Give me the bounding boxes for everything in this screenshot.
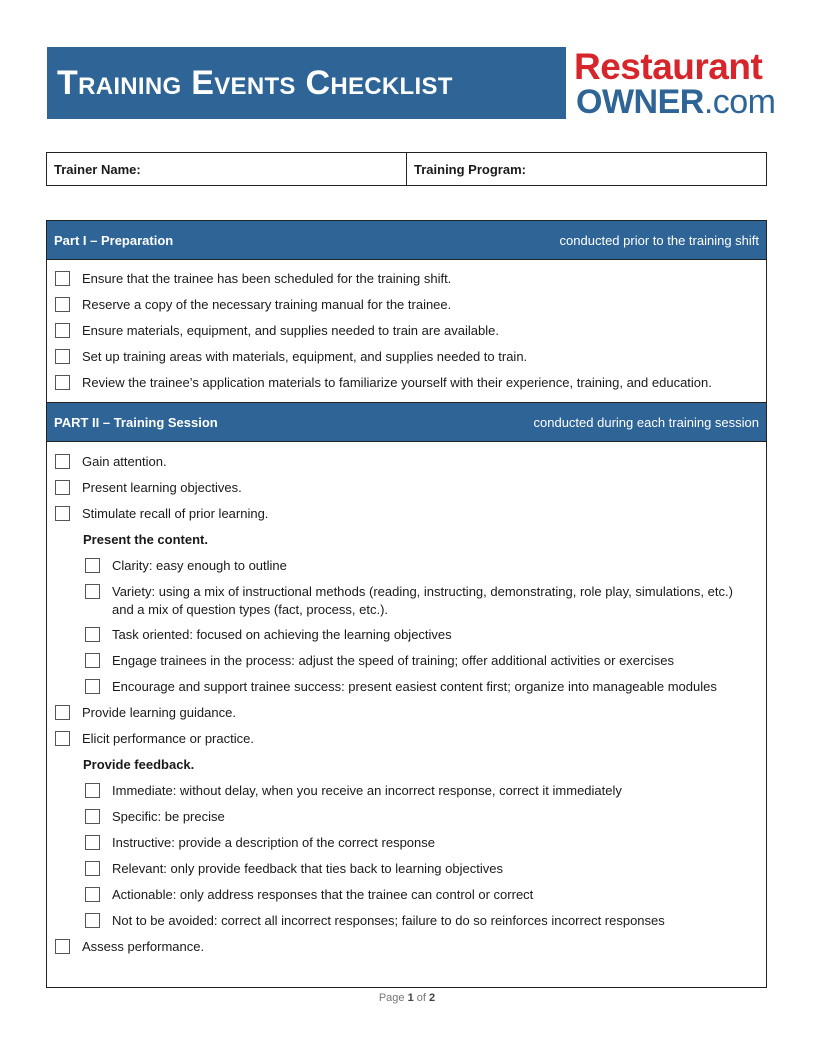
info-table [46, 152, 767, 186]
checkbox[interactable] [55, 705, 70, 720]
page-title: Training Events Checklist [57, 63, 453, 102]
provide-feedback-label: Provide feedback. [83, 757, 195, 772]
checkbox[interactable] [85, 835, 100, 850]
checkbox[interactable] [85, 809, 100, 824]
checkbox[interactable] [55, 480, 70, 495]
checkbox[interactable] [85, 913, 100, 928]
part1-title: Part I – Preparation [54, 232, 174, 248]
checkbox[interactable] [85, 653, 100, 668]
list-item: Reserve a copy of the necessary training manual for the trainee. [47, 296, 766, 322]
checkbox[interactable] [55, 506, 70, 521]
list-item: Ensure that the trainee has been scheduled for the training shift. [47, 270, 766, 296]
list-item: Actionable: only address responses that the trainee can control or correct [47, 886, 766, 912]
checkbox[interactable] [85, 861, 100, 876]
part2-header [47, 402, 766, 442]
checkbox[interactable] [85, 558, 100, 573]
trainer-name-field[interactable] [47, 153, 406, 185]
part1-items [47, 260, 766, 402]
list-item: Specific: be precise [47, 808, 766, 834]
training-program-label: Training Program: [414, 161, 526, 177]
list-item: Immediate: without delay, when you receive an incorrect response, correct it immediately [47, 782, 766, 808]
list-item: Clarity: easy enough to outline [47, 557, 766, 583]
list-item: Elicit performance or practice. [47, 730, 766, 756]
training-program-field[interactable] [406, 153, 766, 185]
checkbox[interactable] [85, 783, 100, 798]
present-content-label: Present the content. [83, 532, 208, 547]
list-item: Ensure materials, equipment, and supplies needed to train are available. [47, 322, 766, 348]
checkbox[interactable] [55, 939, 70, 954]
checkbox[interactable] [85, 887, 100, 902]
checkbox[interactable] [85, 584, 100, 599]
checkbox[interactable] [55, 297, 70, 312]
checklist [46, 220, 767, 988]
list-item: Assess performance. [47, 938, 766, 964]
list-item: Encourage and support trainee success: present easiest content first; organize into manageable modules [47, 678, 766, 704]
checkbox[interactable] [55, 271, 70, 286]
title-banner [47, 47, 566, 119]
list-item: Relevant: only provide feedback that ties back to learning objectives [47, 860, 766, 886]
list-item: Stimulate recall of prior learning. [47, 505, 766, 531]
list-item: Variety: using a mix of instructional methods (reading, instructing, demonstrating, role play, simulations, etc.) and a mix of question types (fact, process, etc.). [47, 583, 766, 626]
checkbox[interactable] [85, 679, 100, 694]
logo [572, 46, 776, 121]
checkbox[interactable] [55, 454, 70, 469]
list-item: Present learning objectives. [47, 479, 766, 505]
list-item: Review the trainee’s application materials to familiarize yourself with their experience, training, and education. [47, 374, 766, 400]
checkbox[interactable] [85, 627, 100, 642]
checkbox[interactable] [55, 375, 70, 390]
list-item: Provide learning guidance. [47, 704, 766, 730]
logo-restaurant: Restaurant [574, 46, 763, 87]
trainer-name-label: Trainer Name: [54, 161, 141, 177]
list-item: Set up training areas with materials, equipment, and supplies needed to train. [47, 348, 766, 374]
list-item: Not to be avoided: correct all incorrect responses; failure to do so reinforces incorrect responses [47, 912, 766, 938]
part2-items [47, 442, 766, 964]
part2-note: conducted during each training session [533, 414, 759, 430]
logo-owner-line [576, 84, 776, 120]
list-item: Task oriented: focused on achieving the learning objectives [47, 626, 766, 652]
part1-note: conducted prior to the training shift [559, 232, 759, 248]
checkbox[interactable] [55, 323, 70, 338]
logo-owner: OWNER [576, 83, 704, 121]
part1-header [47, 221, 766, 260]
part2-title: PART II – Training Session [54, 414, 218, 430]
list-item: Gain attention. [47, 453, 766, 479]
list-item: Instructive: provide a description of the correct response [47, 834, 766, 860]
checkbox[interactable] [55, 349, 70, 364]
checkbox[interactable] [55, 731, 70, 746]
list-item: Engage trainees in the process: adjust the speed of training; offer additional activities or exercises [47, 652, 766, 678]
page-footer: Page 1 of 2 [378, 992, 436, 1004]
logo-com: .com [703, 83, 776, 121]
